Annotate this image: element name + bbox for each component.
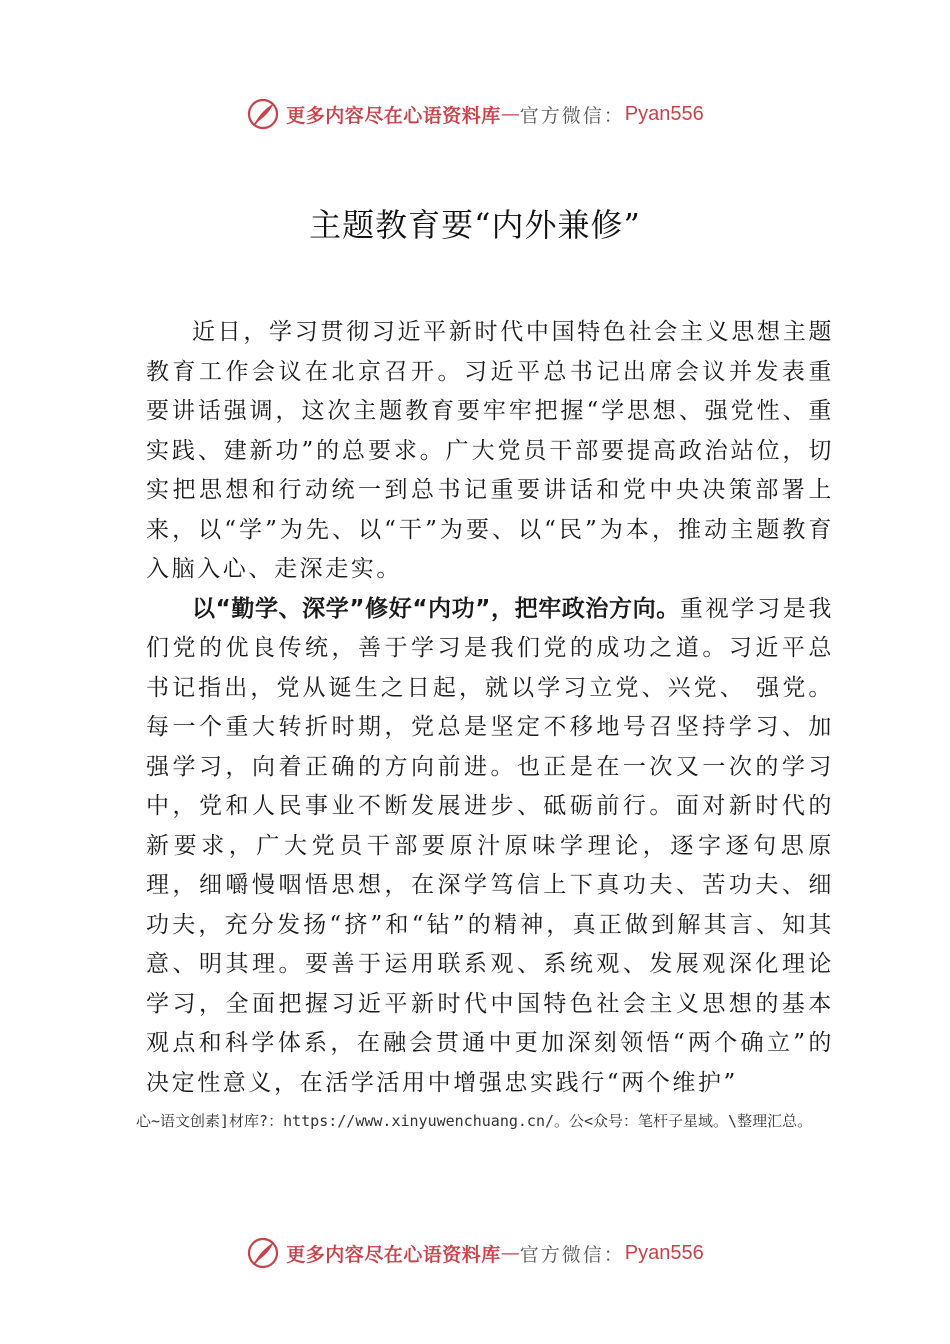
document-title: 主题教育要“内外兼修” xyxy=(309,206,641,244)
paragraph xyxy=(146,590,834,1104)
brand-separator: — xyxy=(500,1242,520,1264)
brand-name: 更多内容尽在心语资料库 xyxy=(286,104,501,127)
wechat-label: 官方微信： xyxy=(519,1243,625,1266)
brand-name: 更多内容尽在心语资料库 xyxy=(286,1243,501,1266)
paragraph xyxy=(146,313,834,590)
document-body xyxy=(146,313,834,1103)
quill-logo-icon xyxy=(246,1236,280,1270)
paragraph-lead-heading: 以“勤学、深学”修好“内功”，把牢政治方向。 xyxy=(192,595,680,622)
quill-logo-icon xyxy=(246,97,280,131)
paragraph-text: 重视学习是我们党的优良传统，善于学习是我们党的成功之道。习近平总书记指出，党从诞生之日起，就以学习立党、兴党、 强党。每一个重大转折时期，党总是坚定不移地号召坚持学习、加强学习，向着正确的方向前进。也正是在一次又一次的学习中，党和人民事业不断发展进步、砥砺前行。面对新时代的新要求，广大党员干部要原汁原味学理论，逐字逐句思原理，细嚼慢咽悟思想，在深学笃信上下真功夫、苦功夫、细功夫，充分发扬“挤”和“钻”的精神，真正做到解其言、知其意、明其理。要善于运用联系观、系统观、发展观深化理论学习，全面把握习近平新时代中国特色社会主义思想的基本观点和科学体系，在融会贯通中更加深刻领悟“两个确立”的决定性意义，在活学活用中增强忠实践行“两个维护” xyxy=(146,595,835,1096)
wechat-id: Pyan556 xyxy=(624,1241,704,1264)
paragraph-text: 近日，学习贯彻习近平新时代中国特色社会主义思想主题教育工作会议在北京召开。习近平总书记出席会议并发表重要讲话强调，这次主题教育要牢牢把握“学思想、强党性、重实践、建新功”的总要求。广大党员干部要提高政治站位，切实把思想和行动统一到总书记重要讲话和党中央决策部署上来，以“学”为先、以“干”为要、以“民”为本，推动主题教育入脑入心、走深走实。 xyxy=(146,319,834,582)
header-banner xyxy=(0,94,950,134)
source-footnote: 心~语文创素]材库?：https://www.xinyuwenchuang.cn/。公<众号：笔杆子星域。\整理汇总。 xyxy=(136,1112,813,1130)
wechat-id: Pyan556 xyxy=(624,102,704,125)
brand-separator: — xyxy=(500,103,520,125)
footer-banner xyxy=(0,1233,950,1273)
wechat-label: 官方微信： xyxy=(519,104,625,127)
